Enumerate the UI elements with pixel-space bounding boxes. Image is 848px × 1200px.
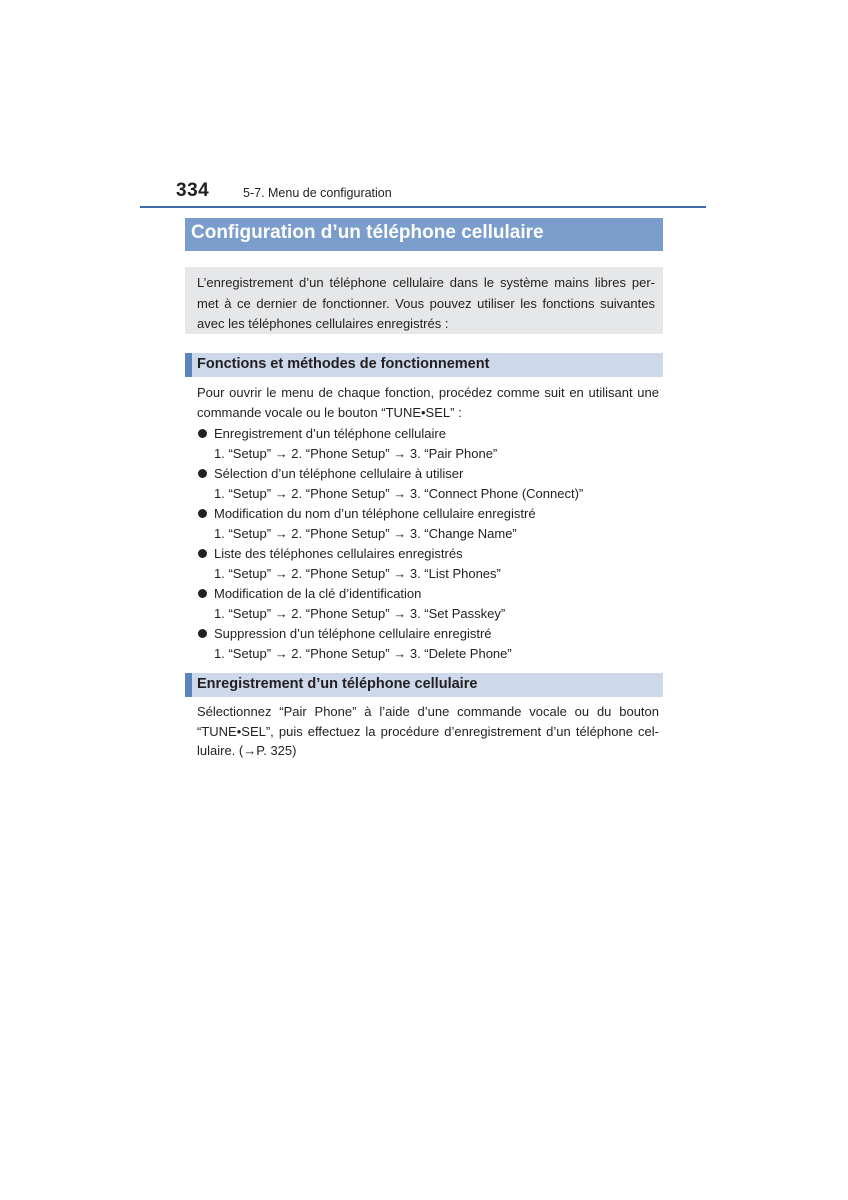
page-header <box>0 0 848 210</box>
feature-list <box>197 424 663 664</box>
header-rule <box>140 206 706 208</box>
intro-box <box>185 267 663 334</box>
list-item <box>197 544 663 584</box>
section-heading-registration <box>185 673 663 697</box>
page-title-bar <box>185 218 663 251</box>
registration-text: Sélectionnez “Pair Phone” à l’aide d’une commande vocale ou du bouton “TUNE•SEL”, puis effectuez la procédure d’enregistrement d’un téléphone cel-lulaire. (→P. 325) <box>197 704 659 758</box>
feature-menu-path: 1. “Setup” → 2. “Phone Setup” → 3. “Delete Phone” <box>214 646 512 661</box>
bullet-icon <box>198 629 207 638</box>
list-item <box>197 584 663 624</box>
feature-title: Sélection d’un téléphone cellulaire à utiliser <box>214 466 464 481</box>
feature-title: Enregistrement d’un téléphone cellulaire <box>214 426 446 441</box>
feature-title: Suppression d’un téléphone cellulaire enregistré <box>214 626 492 641</box>
intro-text: L’enregistrement d’un téléphone cellulaire dans le système mains libres per-met à ce dernier de fonctionner. Vous pouvez utiliser les fonctions suivantes avec les téléphones cellulaires enregistrés : <box>197 275 655 331</box>
list-item <box>197 464 663 504</box>
list-item <box>197 424 663 464</box>
heading-marker <box>185 673 192 697</box>
page-title: Configuration d’un téléphone cellulaire <box>191 222 544 243</box>
bullet-icon <box>198 589 207 598</box>
section-label: 5-7. Menu de configuration <box>243 186 392 200</box>
feature-menu-path: 1. “Setup” → 2. “Phone Setup” → 3. “Pair Phone” <box>214 446 498 461</box>
feature-title: Liste des téléphones cellulaires enregistrés <box>214 546 463 561</box>
feature-title: Modification de la clé d’identification <box>214 586 422 601</box>
list-item <box>197 504 663 544</box>
bullet-icon <box>198 549 207 558</box>
section-heading-label: Enregistrement d’un téléphone cellulaire <box>197 676 478 692</box>
page-number: 334 <box>176 180 210 201</box>
section-heading-label: Fonctions et méthodes de fonctionnement <box>197 356 490 372</box>
feature-menu-path: 1. “Setup” → 2. “Phone Setup” → 3. “Connect Phone (Connect)” <box>214 486 584 501</box>
bullet-icon <box>198 429 207 438</box>
list-item <box>197 624 663 664</box>
heading-marker <box>185 353 192 377</box>
bullet-icon <box>198 469 207 478</box>
feature-menu-path: 1. “Setup” → 2. “Phone Setup” → 3. “Change Name” <box>214 526 517 541</box>
feature-menu-path: 1. “Setup” → 2. “Phone Setup” → 3. “List Phones” <box>214 566 501 581</box>
section-heading-functions <box>185 353 663 377</box>
feature-menu-path: 1. “Setup” → 2. “Phone Setup” → 3. “Set Passkey” <box>214 606 506 621</box>
section-lead-text: Pour ouvrir le menu de chaque fonction, procédez comme suit en utilisant une commande vocale ou le bouton “TUNE•SEL” : <box>197 385 659 420</box>
bullet-icon <box>198 509 207 518</box>
feature-title: Modification du nom d’un téléphone cellulaire enregistré <box>214 506 536 521</box>
